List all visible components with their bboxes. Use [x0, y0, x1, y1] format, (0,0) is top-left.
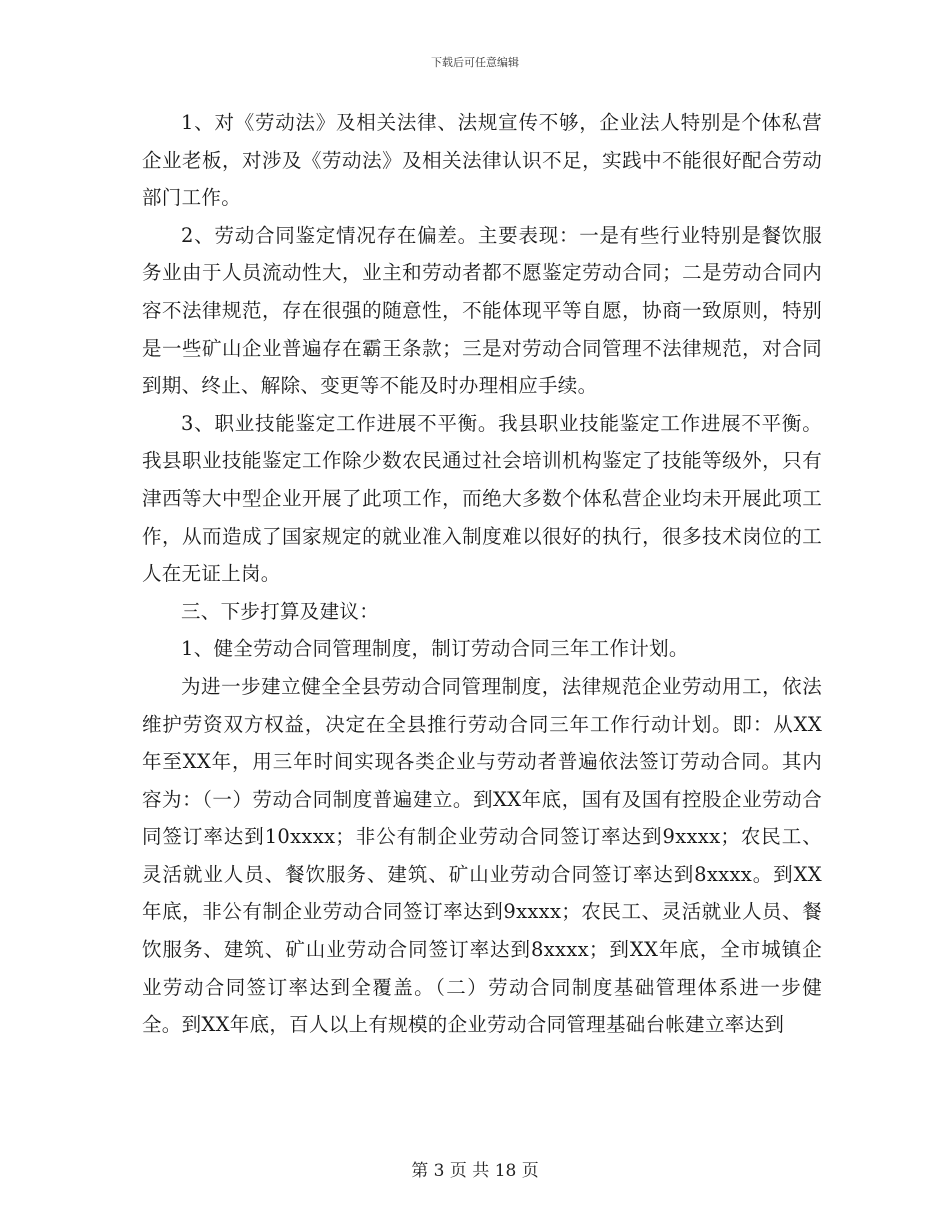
paragraph-item-1: 1、对《劳动法》及相关法律、法规宣传不够，企业法人特别是个体私营企业老板，对涉及《劳动法》及相关法律认识不足，实践中不能很好配合劳动部门工作。 — [142, 111, 822, 210]
paragraph-plan: 为进一步建立健全全县劳动合同管理制度，法律规范企业劳动用工，依法维护劳资双方权益，决定在全县推行劳动合同三年工作行动计划。即：从XX年至XX年，用三年时间实现各类企业与劳动者普遍依法签订劳动合同。其内容为：（一）劳动合同制度普遍建立。到XX年底，国有及国有控股企业劳动合同签订率达到10xxxx；非公有制企业劳动合同签订率达到9xxxx；农民工、灵活就业人员、餐饮服务、建筑、矿山业劳动合同签订率达到8xxxx。到XX年底，非公有制企业劳动合同签订率达到9xxxx；农民工、灵活就业人员、餐饮服务、建筑、矿山业劳动合同签订率达到8xxxx；到XX年底，全市城镇企业劳动合同签订率达到全覆盖。（二）劳动合同制度基础管理体系进一步健全。到XX年底，百人以上有规模的企业劳动合同管理基础台帐建立率达到 — [142, 674, 822, 1037]
paragraph-item-2: 2、劳动合同鉴定情况存在偏差。主要表现：一是有些行业特别是餐饮服务业由于人员流动性大，业主和劳动者都不愿鉴定劳动合同；二是劳动合同内容不法律规范，存在很强的随意性，不能体现平等自愿，协商一致原则，特别是一些矿山企业普遍存在霸王条款；三是对劳动合同管理不法律规范，对合同到期、终止、解除、变更等不能及时办理相应手续。 — [142, 223, 822, 398]
paragraph-item-3: 3、职业技能鉴定工作进展不平衡。我县职业技能鉴定工作进展不平衡。我县职业技能鉴定工作除少数农民通过社会培训机构鉴定了技能等级外，只有津西等大中型企业开展了此项工作，而绝大多数个体私营企业均未开展此项工作，从而造成了国家规定的就业准入制度难以很好的执行，很多技术岗位的工人在无证上岗。 — [142, 411, 822, 586]
page-header: 下载后可任意编辑 — [431, 56, 519, 69]
document-body — [142, 104, 822, 1044]
section-heading: 三、下步打算及建议： — [181, 599, 380, 623]
subsection-heading: 1、健全劳动合同管理制度，制订劳动合同三年工作计划。 — [181, 637, 689, 661]
page-footer: 第 3 页 共 18 页 — [411, 1161, 539, 1181]
